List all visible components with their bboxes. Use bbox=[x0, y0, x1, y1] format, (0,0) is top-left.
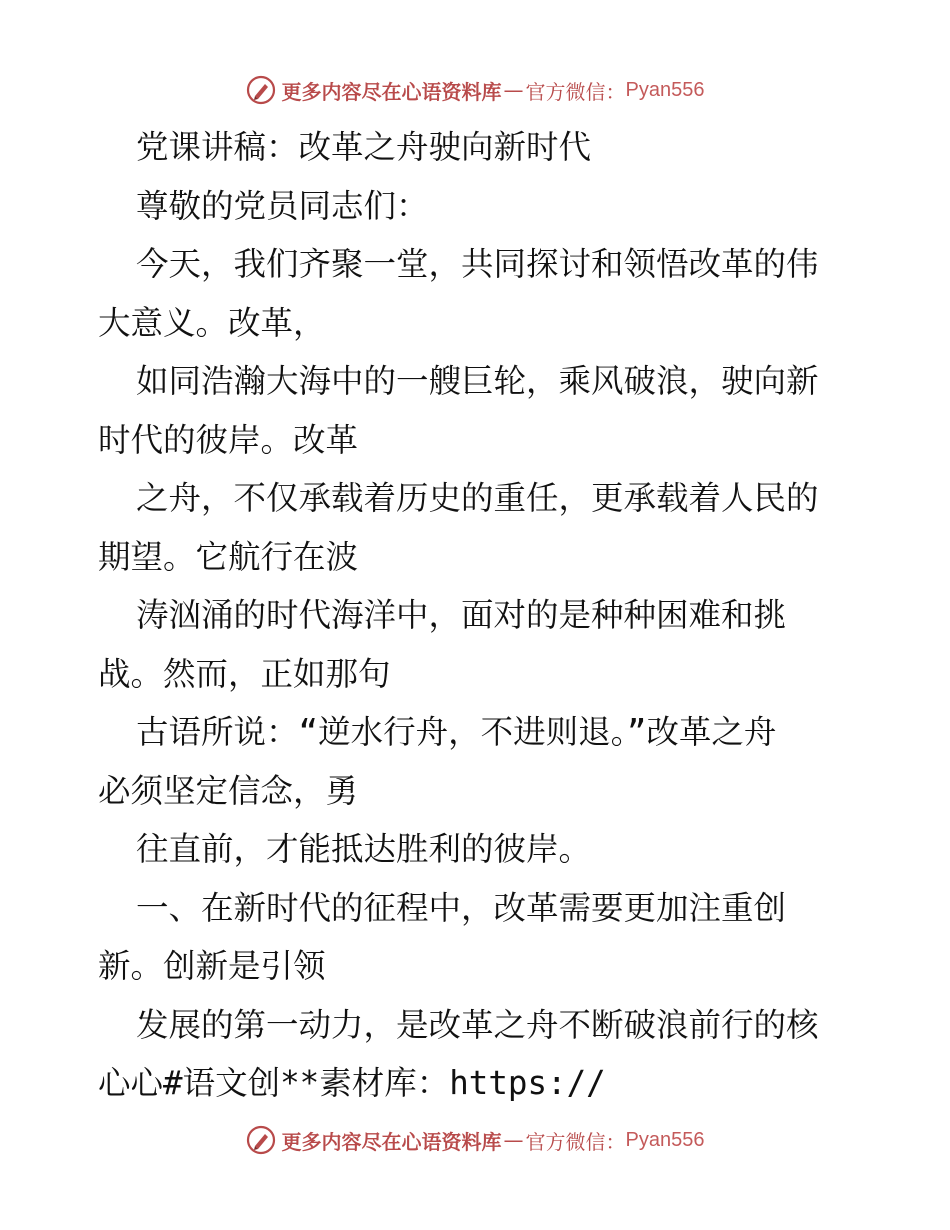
watermark-brand-text: 更多内容尽在心语资料库 bbox=[281, 79, 502, 104]
text-line: 心心#语文创**素材库：https:// bbox=[98, 1064, 606, 1102]
watermark-label: 官方微信： bbox=[525, 79, 626, 104]
text-line: 战。然而，正如那句 bbox=[98, 654, 391, 693]
text-line: 新。创新是引领 bbox=[98, 947, 326, 985]
pen-logo-icon bbox=[246, 75, 276, 105]
watermark-dash: — bbox=[503, 78, 524, 102]
text-line: 涛汹涌的时代海洋中，面对的是种种困难和挑 bbox=[136, 596, 787, 634]
document-body bbox=[98, 118, 858, 1113]
text-line: 期望。它航行在波 bbox=[98, 537, 359, 576]
watermark-wechat-id: Pyan556 bbox=[625, 78, 705, 101]
header-watermark bbox=[0, 70, 950, 110]
text-line: 必须坚定信念，勇 bbox=[98, 771, 359, 810]
watermark-dash: — bbox=[503, 1128, 524, 1152]
pen-logo-icon bbox=[246, 1125, 276, 1155]
text-line: 尊敬的党员同志们： bbox=[136, 186, 429, 225]
watermark-label: 官方微信： bbox=[525, 1129, 626, 1154]
text-line: 今天，我们齐聚一堂，共同探讨和领悟改革的伟 bbox=[136, 245, 819, 283]
text-line: 往直前，才能抵达胜利的彼岸。 bbox=[136, 830, 592, 868]
text-line: 古语所说：“逆水行舟，不进则退。”改革之舟 bbox=[136, 713, 777, 751]
text-line: 一、在新时代的征程中，改革需要更加注重创 bbox=[136, 888, 787, 927]
text-line: 之舟，不仅承载着历史的重任，更承载着人民的 bbox=[136, 479, 819, 517]
text-line: 时代的彼岸。改革 bbox=[98, 420, 359, 459]
text-line: 发展的第一动力，是改革之舟不断破浪前行的核 bbox=[136, 1005, 819, 1044]
text-line: 大意义。改革， bbox=[98, 303, 326, 342]
footer-watermark bbox=[0, 1120, 950, 1160]
text-line: 如同浩瀚大海中的一艘巨轮，乘风破浪，驶向新 bbox=[136, 362, 819, 400]
watermark-brand-text: 更多内容尽在心语资料库 bbox=[281, 1129, 502, 1154]
text-line: 党课讲稿：改革之舟驶向新时代 bbox=[136, 128, 592, 166]
watermark-wechat-id: Pyan556 bbox=[625, 1128, 705, 1151]
